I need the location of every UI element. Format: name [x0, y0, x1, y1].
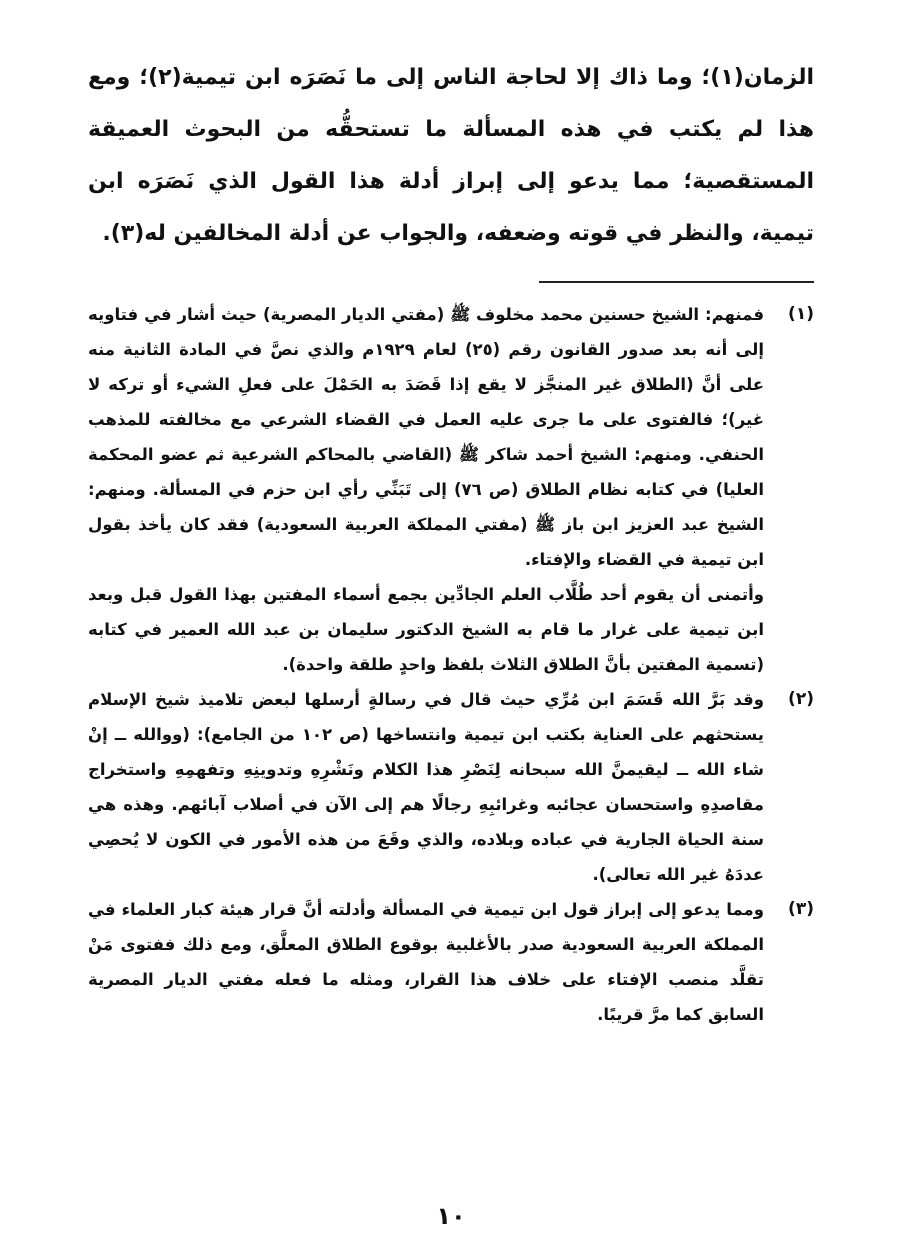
book-page: [88, 52, 814, 1230]
footnote-text: وقد بَرَّ الله قَسَمَ ابن مُرِّي حيث قال في رسالةٍ أرسلها لبعض تلاميذ شيخ الإسلام يستحثهم على العناية بكتب ابن تيمية وانتساخها (ص ١٠٢ من الجامع): (ووالله ــ إنْ شاء الله ــ ليقيمنَّ الله سبحانه لِنَصْرِ هذا الكلام ونَشْرِهِ وتدوينِهِ وتفهمِهِ واستخراج مقاصدِهِ واستحسان عجائبه وغرائبِهِ رجالًا هم إلى الآن في أصلاب آبائهم. وهذه هي سنة الحياة الجارية في عباده وبلاده، والذي وقَعَ من هذه الأمور في الكون لا يُحصِي عددَهُ غير الله تعالى).: [88, 690, 765, 884]
footnote-body: [88, 892, 764, 1032]
main-paragraph: الزمان(١)؛ وما ذاك إلا لحاجة الناس إلى ما نَصَرَه ابن تيمية(٢)؛ ومع هذا لم يكتب في هذه المسألة ما تستحقُّه من البحوث العميقة المستقصية؛ مما يدعو إلى إبراز أدلة هذا القول الذي نَصَرَه ابن تيمية، والنظر في قوته وضعفه، والجواب عن أدلة المخالفين له(٣).: [88, 65, 814, 246]
footnote-separator: [539, 281, 814, 283]
footnotes: [88, 297, 814, 1032]
footnote-2: [88, 682, 814, 892]
footnote-body: [88, 297, 764, 682]
footnote-marker: (٣): [788, 899, 814, 919]
footnote-marker: (١): [788, 304, 814, 324]
footnote-continuation: وأتمنى أن يقوم أحد طُلَّاب العلم الجادِّين بجمع أسماء المفتين بهذا القول قبل وبعد ابن تيمية على غرار ما قام به الشيخ الدكتور سليمان بن عبد الله العمير في كتابه (تسمية المفتين بأنَّ الطلاق الثلاث بلفظ واحدٍ طلقة واحدة).: [88, 585, 764, 674]
page-number: ١٠: [436, 1202, 466, 1230]
footnote-3: [88, 892, 814, 1032]
footnote-body: [88, 682, 764, 892]
footnote-1: [88, 297, 814, 682]
footnote-text: فمنهم: الشيخ حسنين محمد مخلوف ﷺ (مفتي الديار المصرية) حيث أشار في فتاويه إلى أنه بعد صدور القانون رقم (٢٥) لعام ١٩٢٩م والذي نصَّ في المادة الثانية منه على أنَّ (الطلاق غير المنجَّز لا يقع إذا قَصَدَ به الحَمْلَ على فعلِ الشيء أو تركه لا غير)؛ فالفتوى على ما جرى عليه العمل في القضاء الشرعي مع مخالفته للمذهب الحنفي. ومنهم: الشيخ أحمد شاكر ﷺ (القاضي بالمحاكم الشرعية ثم عضو المحكمة العليا) في كتابه نظام الطلاق (ص ٧٦) إلى تَبَنِّي رأي ابن حزم في المسألة. ومنهم: الشيخ عبد العزيز ابن باز ﷺ (مفتي المملكة العربية السعودية) فقد كان يأخذ بقول ابن تيمية في القضاء والإفتاء.: [88, 305, 765, 569]
footnote-text: ومما يدعو إلى إبراز قول ابن تيمية في المسألة وأدلته أنَّ قرار هيئة كبار العلماء في المملكة العربية السعودية صدر بالأغلبية بوقوع الطلاق المعلَّق، ومع ذلك ففتوى مَنْ تقلَّد منصب الإفتاء على خلاف هذا القرار، ومثله ما فعله مفتي الديار المصرية السابق كما مرَّ قريبًا.: [88, 900, 764, 1024]
footnote-marker: (٢): [788, 689, 814, 709]
